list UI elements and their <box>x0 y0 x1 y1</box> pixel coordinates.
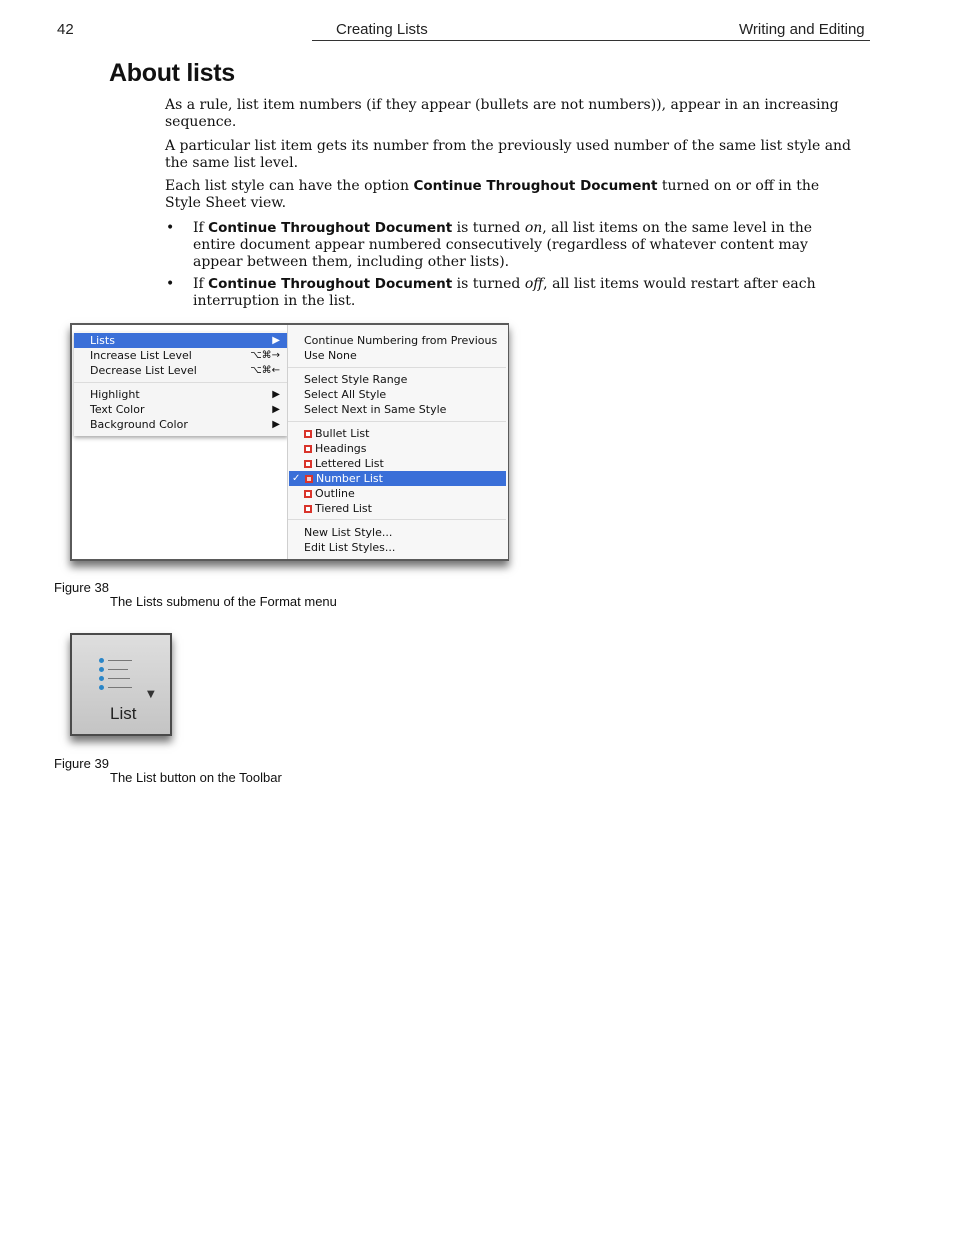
bullet-item-2 <box>193 276 855 310</box>
menu-item-label: Outline <box>315 487 355 500</box>
figure-number: Figure 38 <box>54 580 109 595</box>
menu-item-number-list[interactable] <box>289 471 506 486</box>
keyboard-shortcut: ⌥⌘→ <box>250 350 280 361</box>
menu-item-decrease-list-level[interactable] <box>74 363 288 378</box>
menu-item-edit-list-styles[interactable] <box>288 540 506 555</box>
menu-item-headings[interactable] <box>288 441 506 456</box>
menu-item-increase-list-level[interactable] <box>74 348 288 363</box>
menu-item-label: Select Style Range <box>304 373 408 386</box>
menu-item-label: Edit List Styles... <box>304 541 396 554</box>
menu-item-label: Number List <box>316 472 383 485</box>
menu-item-label: Continue Numbering from Previous <box>304 334 498 347</box>
menu-item-tiered-list[interactable] <box>288 501 506 516</box>
menu-item-label: Use None <box>304 349 357 362</box>
menu-item-label: Select All Style <box>304 388 387 401</box>
bullet-text: , all list items on the same level in the entire document appear numbered consecutively (regardless of whatever content may appear between them, including other lists). <box>193 220 813 270</box>
menu-item-background-color[interactable] <box>74 417 288 432</box>
submenu-arrow-icon: ▶ <box>272 335 280 346</box>
list-style-icon <box>305 475 313 483</box>
menu-separator <box>288 519 506 520</box>
list-style-icon <box>304 505 312 513</box>
option-name: Continue Throughout Document <box>413 178 658 194</box>
figure-caption: The List button on the Toolbar <box>110 770 282 785</box>
paragraph-3 <box>165 178 855 212</box>
list-style-icon <box>304 430 312 438</box>
menu-item-select-next-same-style[interactable] <box>288 402 506 417</box>
bullet-text: If <box>193 276 209 292</box>
running-header-section: Creating Lists <box>336 21 428 38</box>
option-name: Continue Throughout Document <box>208 220 453 236</box>
section-title: About lists <box>109 59 235 87</box>
submenu-arrow-icon: ▶ <box>272 389 280 400</box>
figure-caption: The Lists submenu of the Format menu <box>110 594 337 609</box>
list-toolbar-button[interactable] <box>70 633 172 736</box>
menu-item-lettered-list[interactable] <box>288 456 506 471</box>
dropdown-arrow-icon: ▼ <box>147 689 155 700</box>
menu-item-outline[interactable] <box>288 486 506 501</box>
keyboard-shortcut: ⌥⌘← <box>250 365 280 376</box>
list-style-icon <box>304 490 312 498</box>
menu-item-highlight[interactable] <box>74 387 288 402</box>
bullet-text: , all list items would restart after each interruption in the list. <box>193 276 816 309</box>
paragraph-3-text-end: turned on or off in the Style Sheet view. <box>165 178 820 211</box>
menu-item-label: Lettered List <box>315 457 384 470</box>
menu-item-label: Increase List Level <box>90 349 192 362</box>
option-name: Continue Throughout Document <box>208 276 453 292</box>
bullet-text: If <box>193 220 209 236</box>
menu-item-label: Text Color <box>90 403 145 416</box>
menu-item-label: New List Style... <box>304 526 393 539</box>
menu-item-select-style-range[interactable] <box>288 372 506 387</box>
menu-item-label: Tiered List <box>315 502 372 515</box>
list-style-icon <box>304 445 312 453</box>
list-style-icon <box>304 460 312 468</box>
menu-item-label: Select Next in Same Style <box>304 403 447 416</box>
menu-item-label: Decrease List Level <box>90 364 197 377</box>
bullet-marker: • <box>166 276 175 292</box>
menu-item-lists[interactable] <box>74 333 288 348</box>
bullet-text: is turned <box>452 276 525 292</box>
page-number: 42 <box>57 21 74 38</box>
menu-item-label: Lists <box>90 334 115 347</box>
lists-submenu <box>287 325 508 559</box>
menu-item-new-list-style[interactable] <box>288 525 506 540</box>
menu-separator <box>288 367 506 368</box>
submenu-arrow-icon: ▶ <box>272 404 280 415</box>
menu-separator <box>288 421 506 422</box>
submenu-arrow-icon: ▶ <box>272 419 280 430</box>
menu-item-label: Headings <box>315 442 367 455</box>
menu-item-continue-numbering[interactable] <box>288 333 506 348</box>
bullet-item-1 <box>193 220 855 271</box>
menu-item-label: Highlight <box>90 388 140 401</box>
lists-submenu-screenshot <box>70 323 509 561</box>
running-header-chapter: Writing and Editing <box>739 21 865 38</box>
checkmark-icon: ✓ <box>292 473 301 484</box>
figure-number: Figure 39 <box>54 756 109 771</box>
bullet-emphasis: off <box>524 276 544 292</box>
paragraph-1: As a rule, list item numbers (if they appear (bullets are not numbers)), appear in an increasing sequence. <box>165 97 839 130</box>
bullet-emphasis: on <box>524 220 543 236</box>
menu-item-select-all-style[interactable] <box>288 387 506 402</box>
paragraph-3-text: Each list style can have the option <box>165 178 414 194</box>
menu-item-label: Bullet List <box>315 427 370 440</box>
menu-item-text-color[interactable] <box>74 402 288 417</box>
format-menu <box>74 332 288 436</box>
menu-separator <box>74 382 288 383</box>
menu-item-use-none[interactable] <box>288 348 506 363</box>
header-rule <box>312 40 870 41</box>
list-button-label: List <box>110 704 137 723</box>
menu-item-label: Background Color <box>90 418 188 431</box>
paragraph-2: A particular list item gets its number from the previously used number of the same list style and the same list level. <box>165 138 852 171</box>
bullet-text: is turned <box>452 220 525 236</box>
bullet-marker: • <box>166 220 175 236</box>
menu-item-bullet-list[interactable] <box>288 426 506 441</box>
